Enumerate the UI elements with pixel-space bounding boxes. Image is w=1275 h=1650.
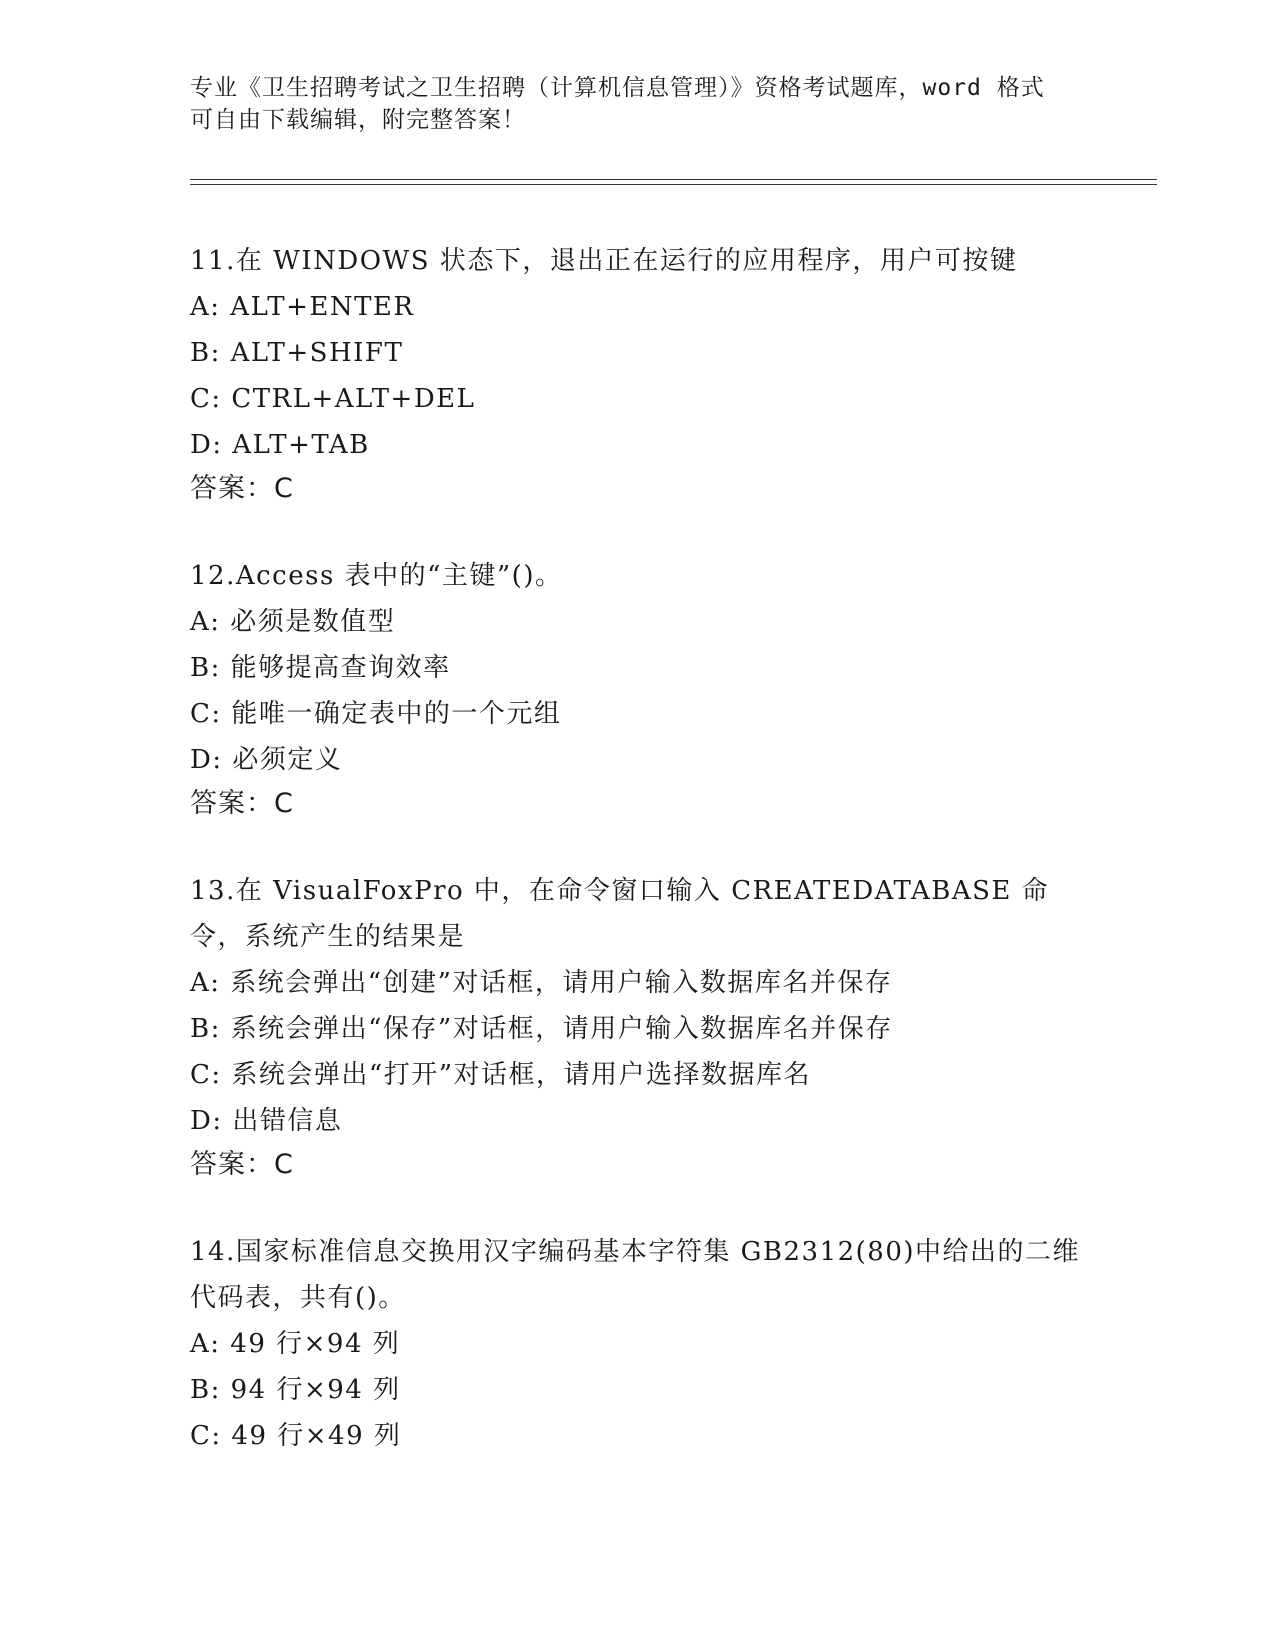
- header-divider-top: [190, 179, 1157, 180]
- question-14: [190, 1229, 1090, 1459]
- option-a: A: 49 行×94 列: [190, 1329, 401, 1359]
- option-c: C: CTRL+ALT+DEL: [190, 384, 476, 414]
- header-line-2: 可自由下载编辑，附完整答案！: [190, 107, 526, 133]
- option-c: C: 系统会弹出“打开”对话框，请用户选择数据库名: [190, 1060, 812, 1090]
- question-text: 11.在 WINDOWS 状态下，退出正在运行的应用程序，用户可按键: [190, 246, 1018, 276]
- question-13: [190, 868, 1090, 1186]
- option-c: C: 能唯一确定表中的一个元组: [190, 699, 562, 729]
- header-line-1: 专业《卫生招聘考试之卫生招聘（计算机信息管理）》资格考试题库，word 格式: [190, 75, 1045, 101]
- question-list: [190, 238, 1090, 1502]
- question-11: [190, 238, 1090, 510]
- option-b: B: ALT+SHIFT: [190, 338, 404, 368]
- document-header: [190, 72, 1070, 136]
- answer-line: 答案：C: [190, 788, 294, 819]
- option-a: A: 必须是数值型: [190, 607, 396, 637]
- answer-line: 答案：C: [190, 1149, 294, 1180]
- option-b: B: 94 行×94 列: [190, 1375, 401, 1405]
- option-b: B: 系统会弹出“保存”对话框，请用户输入数据库名并保存: [190, 1014, 893, 1044]
- question-text: 13.在 VisualFoxPro 中，在命令窗口输入 CREATEDATABASE 命令，系统产生的结果是: [190, 876, 1050, 952]
- question-12: [190, 553, 1090, 825]
- answer-line: 答案：C: [190, 473, 294, 504]
- option-d: D: ALT+TAB: [190, 430, 370, 460]
- option-c: C: 49 行×49 列: [190, 1421, 402, 1451]
- question-text: 14.国家标准信息交换用汉字编码基本字符集 GB2312(80)中给出的二维代码表，共有()。: [190, 1237, 1081, 1313]
- option-b: B: 能够提高查询效率: [190, 653, 451, 683]
- header-divider-bottom: [190, 184, 1157, 185]
- question-text: 12.Access 表中的“主键”()。: [190, 561, 563, 591]
- option-a: A: 系统会弹出“创建”对话框，请用户输入数据库名并保存: [190, 968, 893, 998]
- option-d: D: 出错信息: [190, 1106, 343, 1136]
- option-d: D: 必须定义: [190, 745, 343, 775]
- option-a: A: ALT+ENTER: [190, 292, 415, 322]
